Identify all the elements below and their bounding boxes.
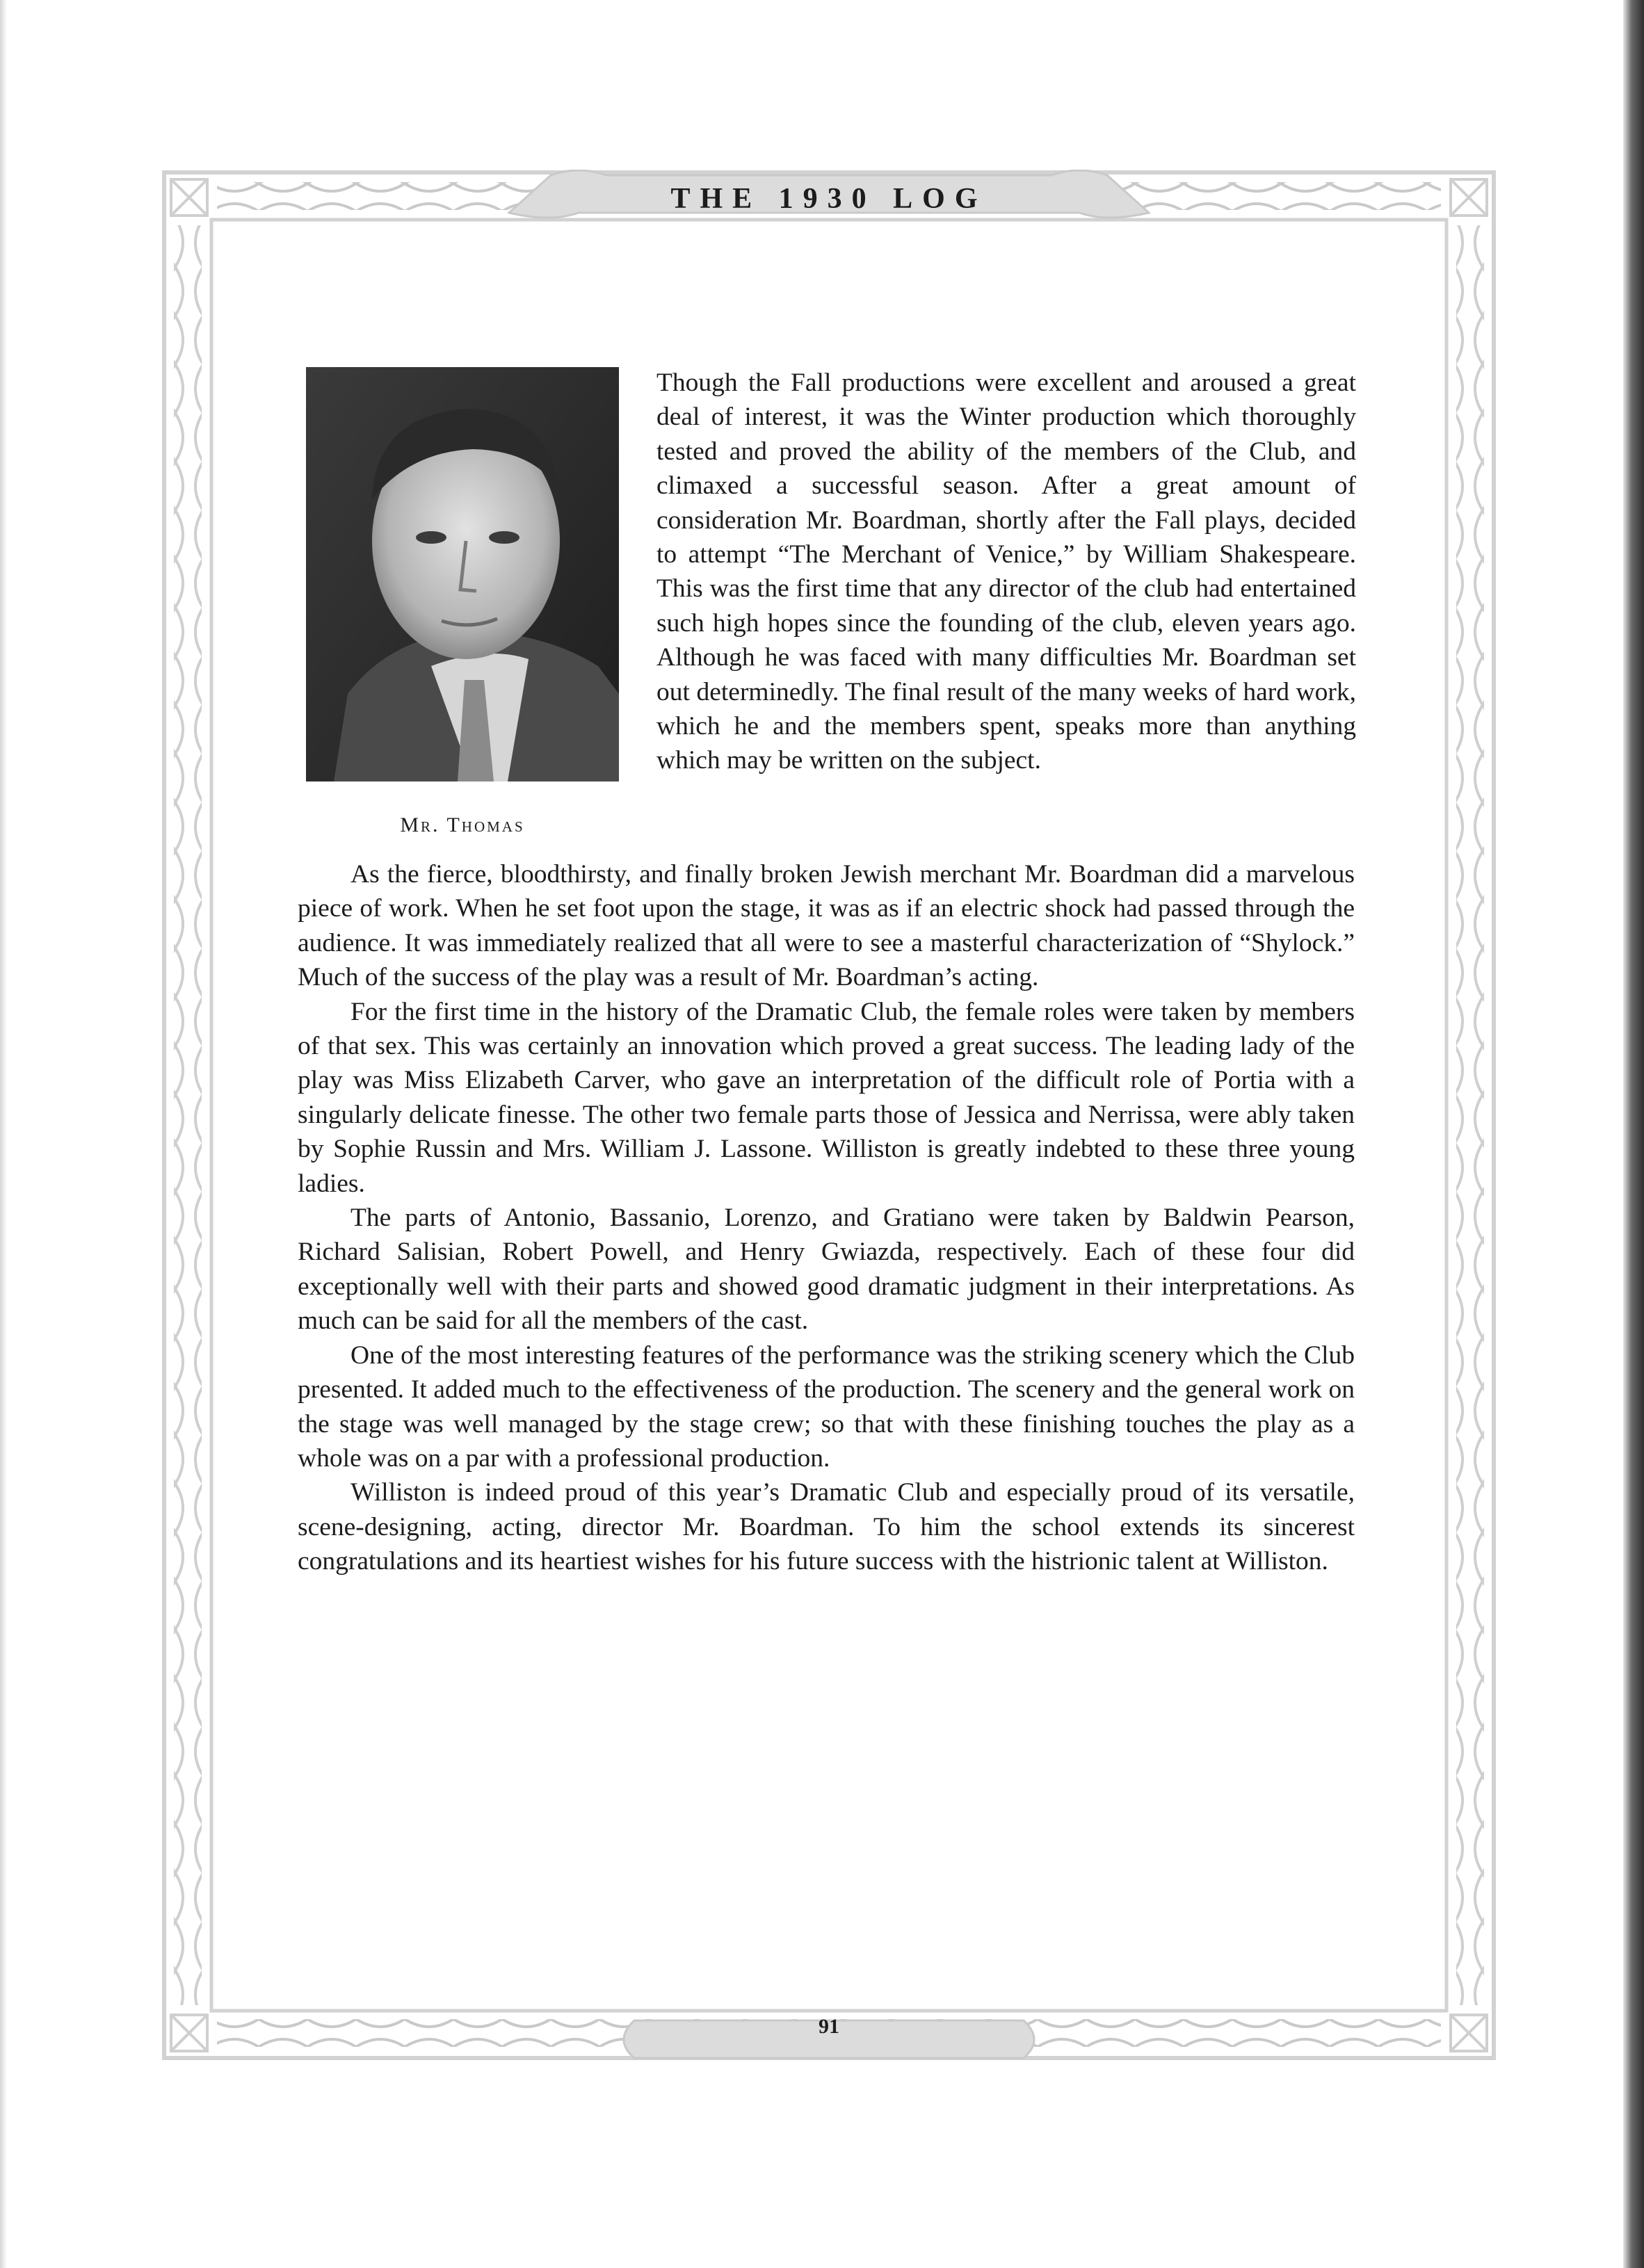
body-paragraph: Williston is indeed proud of this year’s Dramatic Club and especially proud of its versatile, scene-designing, acting, director Mr. Boardman. To him the school extends its sincerest congratulations and its heartiest wishes for his future success with the histrionic talent at Williston. bbox=[298, 1478, 1355, 1576]
article-body bbox=[298, 857, 1355, 1579]
lead-paragraph: Though the Fall productions were excellent and aroused a great deal of interest, it was the Winter production which thoroughly tested and proved the ability of the members of the Club, and climaxed a successful season. After a great amount of consideration Mr. Boardman, shortly after the Fall plays, decided to attempt “The Merchant of Venice,” by William Shakespeare. This was the first time that any director of the club had entertained such high hopes since the founding of the club, eleven years ago. Although he was faced with many difficulties Mr. Boardman set out determinedly. The final result of the many weeks of hard work, which he and the members spent, speaks more than anything which may be written on the subject. bbox=[656, 368, 1356, 775]
scan-left-edge bbox=[0, 0, 7, 2268]
body-paragraph: As the fierce, bloodthirsty, and finally broken Jewish merchant Mr. Boardman did a marvelous piece of work. When he set foot upon the stage, it was as if an electric shock had passed through the audience. It was immediately realized that all were to see a masterful characterization of “Shylock.” Much of the success of the play was a result of Mr. Boardman’s acting. bbox=[298, 860, 1355, 992]
body-paragraph: The parts of Antonio, Bassanio, Lorenzo, and Gratiano were taken by Baldwin Pearson, Richard Salisian, Robert Powell, and Henry Gwiazda, respectively. Each of these four did exceptionally well with their parts and showed good dramatic judgment in their interpretations. As much can be said for all the members of the cast. bbox=[298, 1204, 1355, 1336]
article-lead bbox=[656, 366, 1356, 778]
body-paragraph: For the first time in the history of the Dramatic Club, the female roles were taken by members of that sex. This was certainly an innovation which proved a great success. The leading lady of the play was Miss Elizabeth Carver, who gave an interpretation of the difficult role of Portia with a singularly delicate finesse. The other two female parts those of Jessica and Nerrissa, were ably taken by Sophie Russin and Mrs. William J. Lassone. Williston is greatly indebted to these three young ladies. bbox=[298, 997, 1355, 1198]
body-paragraph: One of the most interesting features of the performance was the striking scenery which the Club presented. It added much to the effectiveness of the production. The scenery and the general work on the stage was well managed by the stage crew; so that with these finishing touches the play as a whole was on a par with a professional production. bbox=[298, 1340, 1355, 1473]
photo-caption: Mr. Thomas bbox=[400, 813, 525, 836]
running-header: THE 1930 LOG bbox=[670, 183, 988, 215]
page-number: 91 bbox=[819, 2015, 839, 2038]
portrait-photo bbox=[306, 367, 619, 781]
scan-right-edge bbox=[1623, 0, 1644, 2268]
